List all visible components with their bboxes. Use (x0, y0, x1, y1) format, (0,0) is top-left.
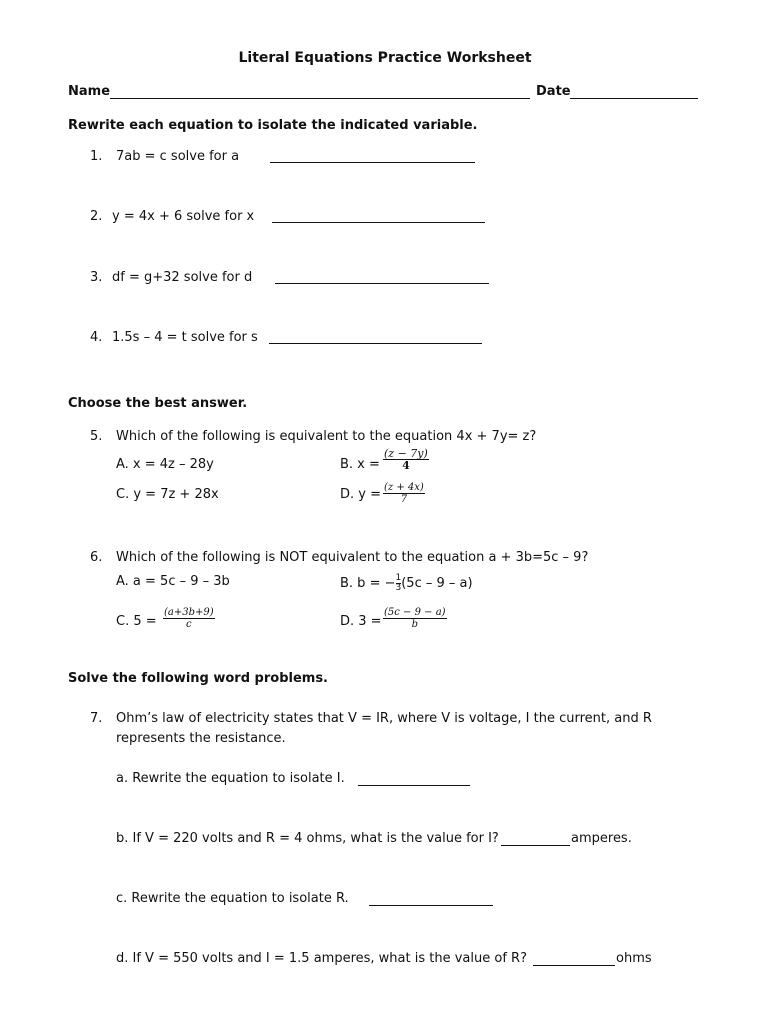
worksheet-title: Literal Equations Practice Worksheet (238, 50, 532, 66)
q7d-answer-line[interactable] (533, 965, 615, 966)
date-label: Date (536, 84, 571, 99)
q7d-unit: ohms (616, 951, 652, 966)
q6-option-d-prefix: D. 3 = (340, 614, 382, 629)
q7b-text: b. If V = 220 volts and R = 4 ohms, what is the value for I? (116, 831, 499, 846)
q5-option-d-denominator: 7 (400, 494, 408, 505)
q6-option-b-suffix: (5c – 9 – a) (401, 576, 473, 591)
q7d-text: d. If V = 550 volts and I = 1.5 amperes, what is the value of R? (116, 951, 527, 966)
q6-number: 6. (90, 550, 103, 565)
item-2-answer-line[interactable] (272, 222, 485, 223)
q6-option-c-prefix: C. 5 = (116, 614, 157, 629)
q6-option-b-frac-num: 1 (395, 573, 402, 583)
section3-heading: Solve the following word problems. (68, 671, 328, 686)
name-label: Name (68, 84, 111, 99)
q7-number: 7. (90, 711, 103, 726)
q7-text-line2: represents the resistance. (116, 731, 286, 746)
q7c-text: c. Rewrite the equation to isolate R. (116, 891, 349, 906)
q6-option-b-frac-den: 3 (395, 583, 402, 593)
q7a-answer-line[interactable] (358, 785, 470, 786)
item-1-answer-line[interactable] (270, 162, 475, 163)
item-3-text: df = g+32 solve for d (112, 270, 253, 285)
item-4-number: 4. (90, 330, 103, 345)
q7-text-line1: Ohm’s law of electricity states that V = IR, where V is voltage, I the current, and R (116, 711, 652, 726)
name-field[interactable] (110, 98, 530, 99)
q7b-unit: amperes. (571, 831, 632, 846)
q5-number: 5. (90, 429, 103, 444)
item-4-text: 1.5s – 4 = t solve for s (112, 330, 258, 345)
q5-option-d-fraction (383, 482, 425, 505)
q6-option-c-fraction (163, 607, 215, 630)
item-4-answer-line[interactable] (269, 343, 482, 344)
section1-heading: Rewrite each equation to isolate the indicated variable. (68, 118, 478, 133)
q5-option-b-denominator: 4 (402, 459, 410, 472)
q5-option-a: A. x = 4z – 28y (116, 457, 214, 472)
q6-option-b-prefix: B. b = − (340, 576, 396, 591)
q5-option-c: C. y = 7z + 28x (116, 487, 219, 502)
q5-option-d-prefix: D. y = (340, 487, 381, 502)
q6-option-d-denominator: b (411, 619, 418, 630)
item-2-number: 2. (90, 209, 103, 224)
q6-text: Which of the following is NOT equivalent to the equation a + 3b=5c – 9? (116, 550, 589, 565)
item-1-number: 1. (90, 149, 103, 164)
q6-option-c-denominator: c (186, 619, 192, 630)
item-2-text: y = 4x + 6 solve for x (112, 209, 255, 224)
q6-option-d-numerator: (5c − 9 − a) (384, 607, 446, 618)
q6-option-d-fraction (383, 607, 447, 630)
item-3-number: 3. (90, 270, 103, 285)
item-3-answer-line[interactable] (275, 283, 489, 284)
q6-option-a: A. a = 5c – 9 – 3b (116, 574, 230, 589)
q5-option-b-fraction (383, 448, 429, 471)
q5-text: Which of the following is equivalent to the equation 4x + 7y= z? (116, 429, 537, 444)
q5-option-b-numerator: (z − 7y) (384, 447, 428, 460)
q5-option-b-prefix: B. x = (340, 457, 380, 472)
q6-option-b (340, 574, 473, 593)
q7c-answer-line[interactable] (369, 905, 493, 906)
section2-heading: Choose the best answer. (68, 396, 248, 411)
q6-option-c-numerator: (a+3b+9) (164, 607, 214, 618)
item-1-text: 7ab = c solve for a (116, 149, 240, 164)
q7b-answer-line[interactable] (501, 845, 570, 846)
date-field[interactable] (570, 98, 698, 99)
q7a-text: a. Rewrite the equation to isolate I. (116, 771, 345, 786)
q5-option-d-numerator: (z + 4x) (384, 482, 424, 493)
